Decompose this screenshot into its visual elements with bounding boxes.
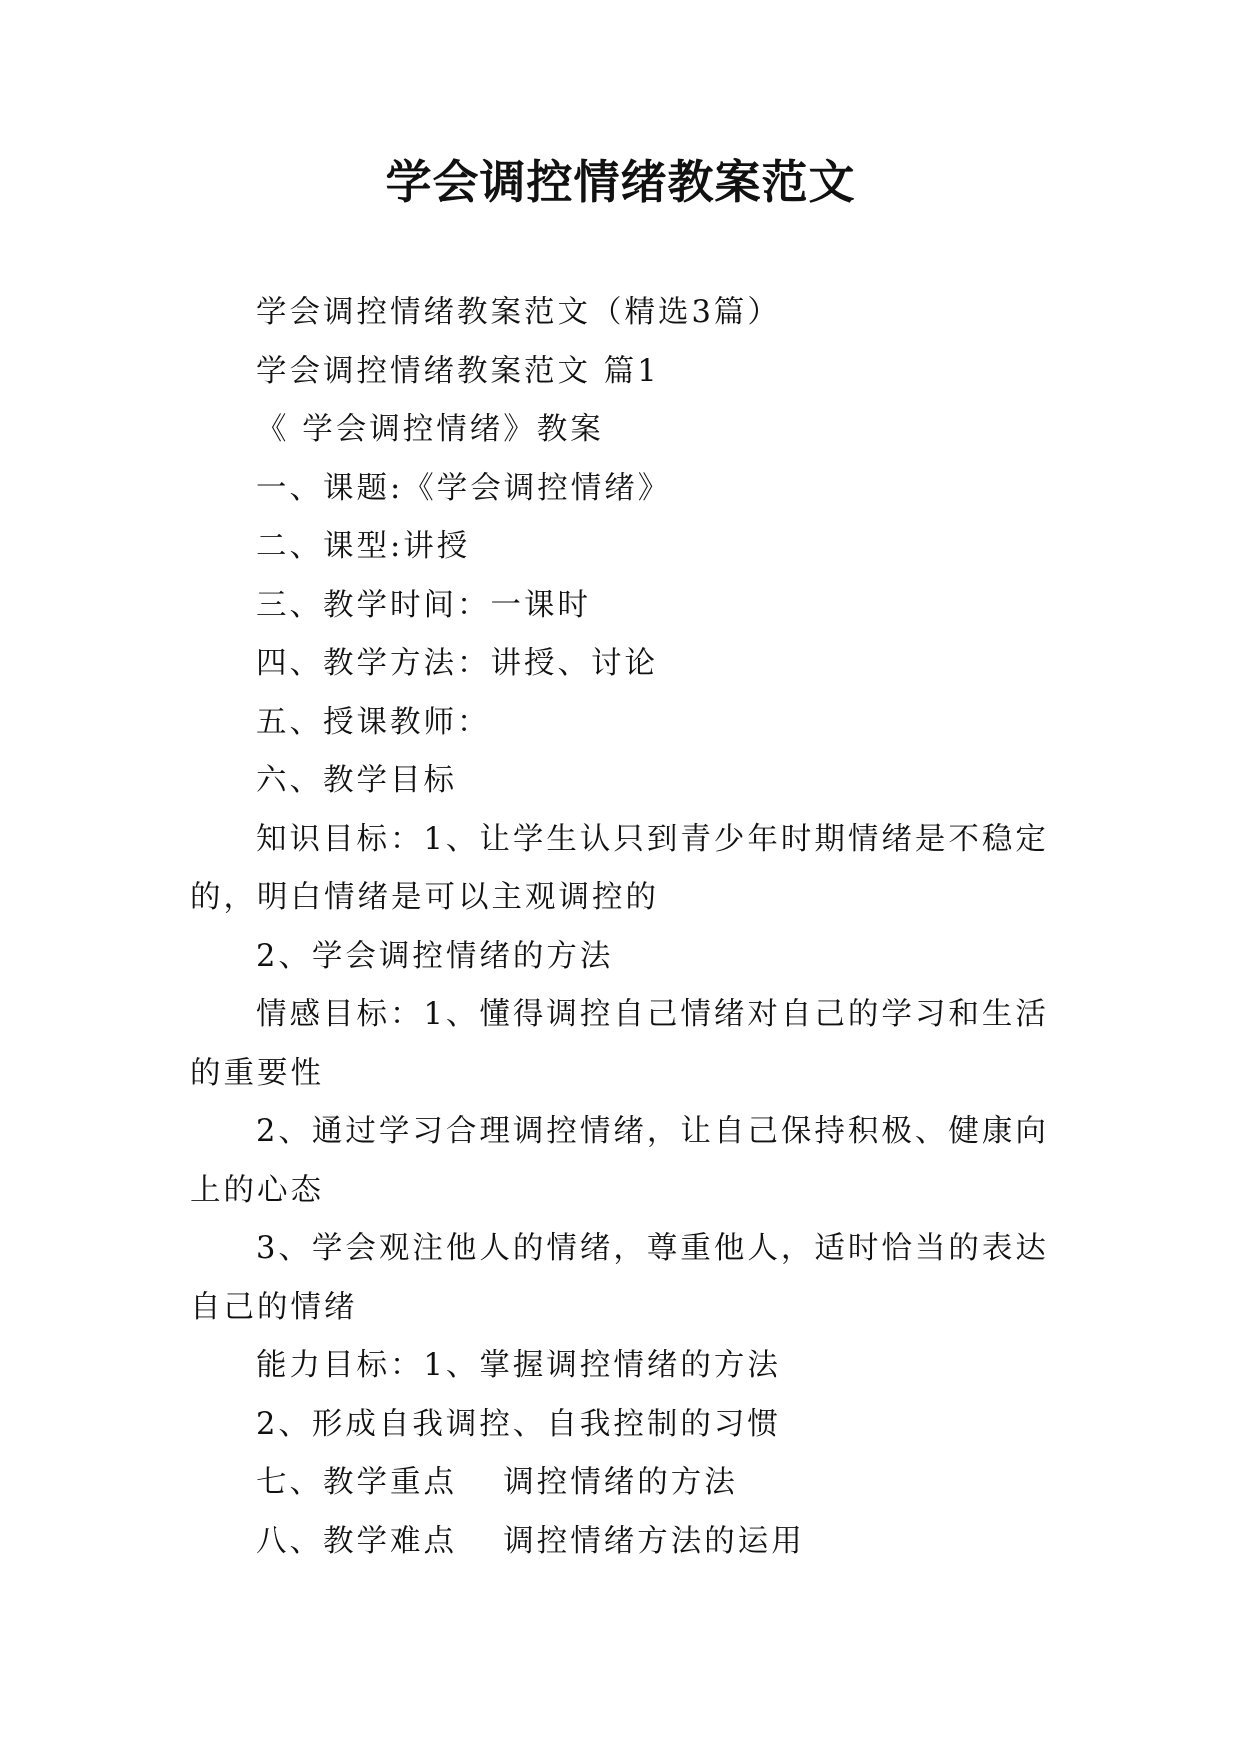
subtitle-paragraph: 学会调控情绪教案范文（精选3篇） [256, 295, 781, 330]
emotion-goal-1: 情感目标：1、懂得调控自己情绪对自己的学习和生活的重要性 [190, 997, 1049, 1091]
lesson-plan-title: 《 学会调控情绪》教案 [256, 412, 604, 447]
emotion-goal-3: 3、学会观注他人的情绪，尊重他人，适时恰当的表达自己的情绪 [190, 1231, 1049, 1325]
teacher-item: 五、授课教师： [256, 704, 491, 740]
knowledge-goal-1: 知识目标：1、让学生认只到青少年时期情绪是不稳定的，明白情绪是可以主观调控的 [190, 821, 1049, 915]
ability-goal-2: 2、形成自我调控、自我控制的习惯 [256, 1406, 781, 1442]
difficult-point-item: 八、教学难点 调控情绪方法的运用 [256, 1523, 805, 1559]
section-heading: 学会调控情绪教案范文 篇1 [256, 353, 660, 389]
teaching-time-item: 三、教学时间：一课时 [256, 587, 591, 623]
teaching-method-item: 四、教学方法：讲授、讨论 [256, 646, 658, 681]
knowledge-goal-2: 2、学会调控情绪的方法 [256, 938, 614, 974]
topic-item: 一、课题:《学会调控情绪》 [256, 470, 672, 506]
emotion-goal-2: 2、通过学习合理调控情绪，让自己保持积极、健康向上的心态 [190, 1114, 1049, 1208]
lesson-type-item: 二、课型:讲授 [256, 529, 471, 564]
key-point-item: 七、教学重点 调控情绪的方法 [256, 1465, 738, 1500]
document-title: 学会调控情绪教案范文 [385, 155, 856, 209]
document-body [190, 284, 1056, 1571]
teaching-goals-heading: 六、教学目标 [256, 763, 457, 798]
ability-goal-1: 能力目标：1、掌握调控情绪的方法 [256, 1348, 781, 1383]
